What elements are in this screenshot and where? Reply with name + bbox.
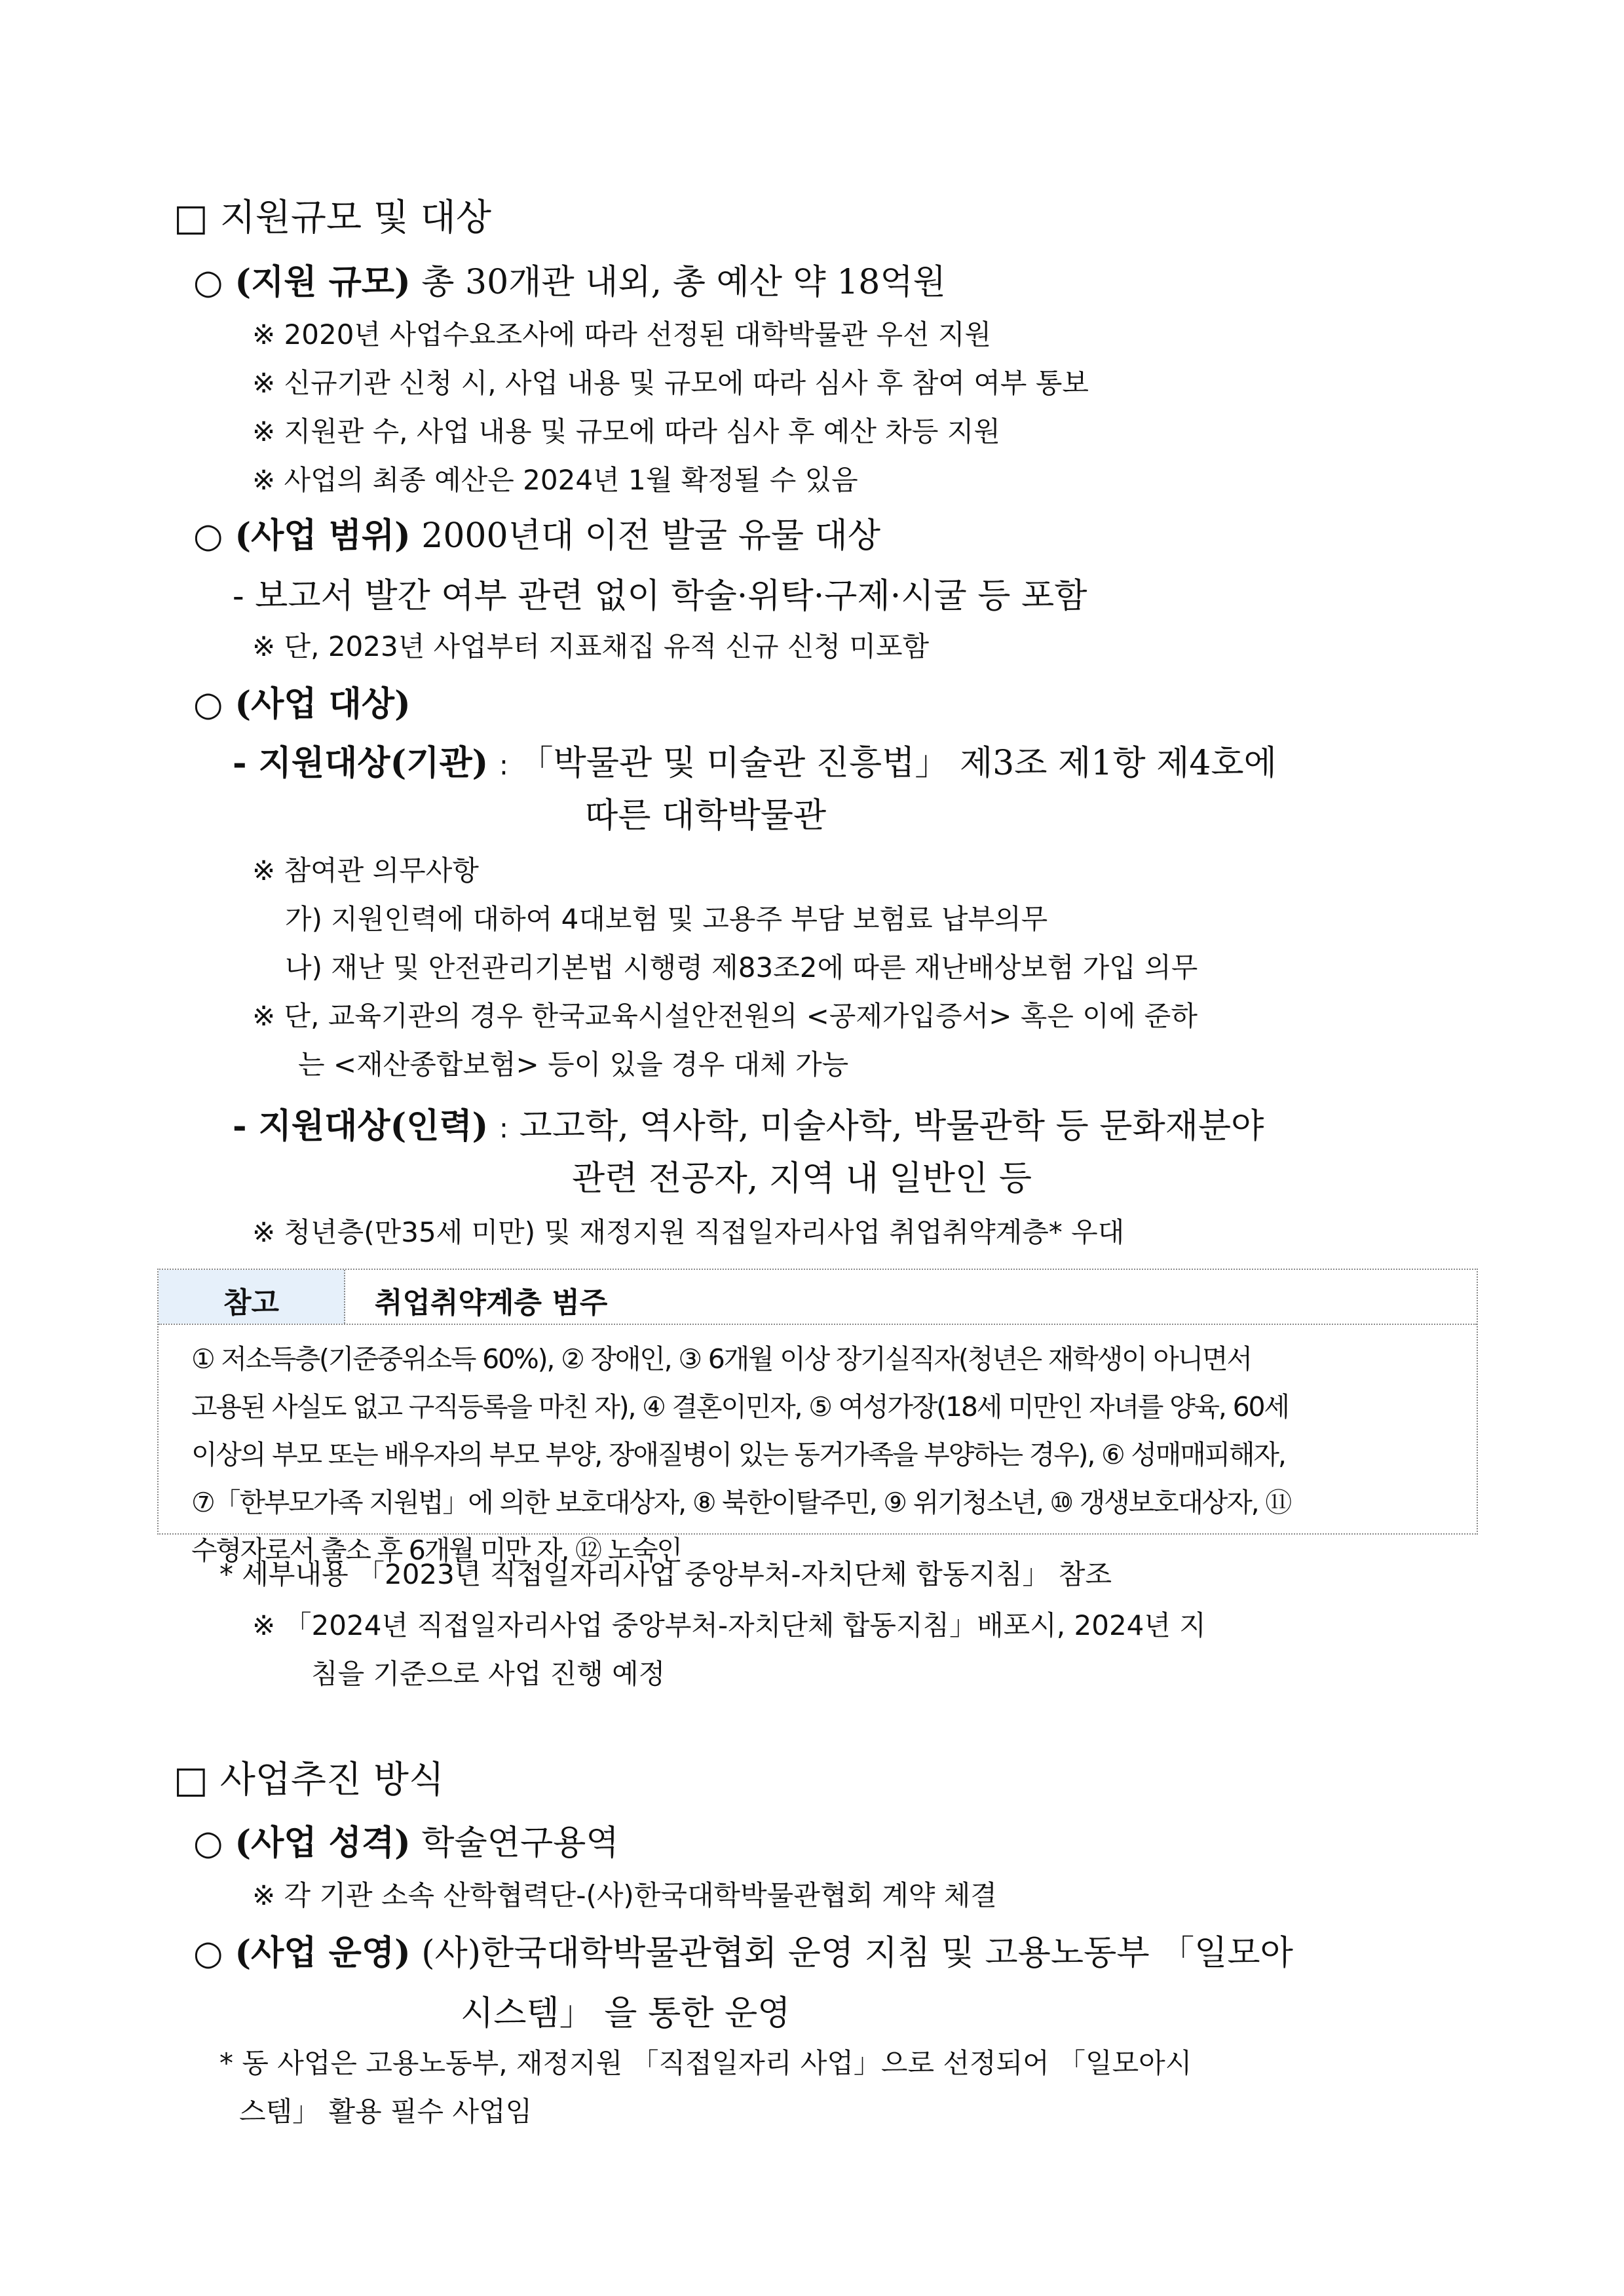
item-label: ○ (사업 범위) xyxy=(193,516,411,556)
item-text: 학술연구용역 xyxy=(421,1824,619,1863)
reference-title: 취업취약계층 범주 xyxy=(375,1286,608,1320)
duty-item-b: 나) 재난 및 안전관리기본법 시행령 제83조2에 따른 재난배상보험 가입 의무 xyxy=(285,951,1198,984)
section-heading-support-scale: □ 지원규모 및 대상 xyxy=(174,197,491,239)
target-staff-text: 고고학, 역사학, 미술사학, 박물관학 등 문화재분야 xyxy=(519,1107,1264,1146)
footnote-2-cont: 침을 기준으로 사업 진행 예정 xyxy=(311,1658,666,1690)
item-support-scale xyxy=(193,254,946,303)
reference-box-header xyxy=(159,1270,1477,1325)
duty-item-a: 가) 지원인력에 대하여 4대보험 및 고용주 부담 보험료 납부의무 xyxy=(285,903,1048,935)
duty-title: ※ 참여관 의무사항 xyxy=(252,854,479,887)
item-text-cont: 시스템」 을 통한 운영 xyxy=(461,1994,791,2033)
target-org-label: - 지원대상(기관) xyxy=(233,743,489,783)
target-staff-line xyxy=(233,1098,1264,1147)
item-text: (사)한국대학박물관협회 운영 지침 및 고용노동부 「일모아 xyxy=(421,1934,1293,1973)
duty-note: ※ 단, 교육기관의 경우 한국교육시설안전원의 <공제가입증서> 혹은 이에 준하 xyxy=(252,1000,1198,1032)
item-business-nature xyxy=(193,1815,619,1864)
staff-note: ※ 청년층(만35세 미만) 및 재정지원 직접일자리사업 취업취약계층* 우대 xyxy=(252,1216,1125,1248)
reference-tag xyxy=(159,1270,345,1324)
item-label: ○ (지원 규모) xyxy=(193,262,411,302)
item-business-operation xyxy=(193,1925,1293,1974)
reference-line: 이상의 부모 또는 배우자의 부모 부양, 장애질병이 있는 동거가족을 부양하는 경우), ⑥ 성매매피해자, xyxy=(191,1439,1285,1470)
footnote: * 세부내용 「2023년 직접일자리사업 중앙부처-자치단체 합동지침」 참조 xyxy=(219,1558,1112,1590)
operation-note-cont: 스템」 활용 필수 사업임 xyxy=(239,2095,533,2128)
note-line: ※ 단, 2023년 사업부터 지표채집 유적 신규 신청 미포함 xyxy=(252,630,930,662)
item-label: ○ (사업 성격) xyxy=(193,1823,411,1863)
reference-tag-label: 참고 xyxy=(223,1286,279,1320)
target-org-text-cont: 따른 대학박물관 xyxy=(585,796,827,835)
footnote-2: ※ 「2024년 직접일자리사업 중앙부처-자치단체 합동지침」배포시, 2024년 지 xyxy=(252,1609,1206,1641)
note-line: ※ 신규기관 신청 시, 사업 내용 및 규모에 따라 심사 후 참여 여부 통보 xyxy=(252,367,1089,399)
reference-line: ① 저소득층(기준중위소득 60%), ② 장애인, ③ 6개월 이상 장기실직자(청년은 재학생이 아니면서 xyxy=(191,1343,1251,1375)
operation-note: * 동 사업은 고용노동부, 재정지원 「직접일자리 사업」으로 선정되어 「일모아시 xyxy=(219,2047,1192,2079)
section-heading-business-method: □ 사업추진 방식 xyxy=(174,1759,445,1801)
reference-body xyxy=(191,1335,1452,1575)
item-label: ○ (사업 운영) xyxy=(193,1933,411,1973)
item-business-target xyxy=(193,676,411,725)
dash-line: - 보고서 발간 여부 관련 없이 학술·위탁·구제·시굴 등 포함 xyxy=(233,577,1087,616)
separator: : xyxy=(499,1112,508,1144)
item-text: 총 30개관 내외, 총 예산 약 18억원 xyxy=(421,263,946,302)
note-line: ※ 지원관 수, 사업 내용 및 규모에 따라 심사 후 예산 차등 지원 xyxy=(252,415,1000,448)
target-org-line xyxy=(233,735,1277,784)
duty-note-cont: 는 <재산종합보험> 등이 있을 경우 대체 가능 xyxy=(298,1048,849,1081)
reference-line: ⑦「한부모가족 지원법」에 의한 보호대상자, ⑧ 북한이탈주민, ⑨ 위기청소년, ⑩ 갱생보호대상자, ⑪ xyxy=(191,1487,1291,1518)
reference-box xyxy=(157,1269,1478,1566)
target-staff-label: - 지원대상(인력) xyxy=(233,1106,489,1146)
note-line: ※ 각 기관 소속 산학협력단-(사)한국대학박물관협회 계약 체결 xyxy=(252,1879,997,1911)
target-org-text: 「박물관 및 미술관 진흥법」 제3조 제1항 제4호에 xyxy=(519,744,1277,783)
item-label: ○ (사업 대상) xyxy=(193,684,411,724)
item-text: 2000년대 이전 발굴 유물 대상 xyxy=(421,516,881,556)
reference-line: 수형자로서 출소 후 6개월 미만 자, ⑫ 노숙인 xyxy=(191,1535,681,1566)
note-line: ※ 2020년 사업수요조사에 따라 선정된 대학박물관 우선 지원 xyxy=(252,318,992,351)
separator: : xyxy=(499,749,508,781)
item-business-range xyxy=(193,508,880,557)
target-staff-text-cont: 관련 전공자, 지역 내 일반인 등 xyxy=(572,1159,1032,1198)
reference-line: 고용된 사실도 없고 구직등록을 마친 자), ④ 결혼이민자, ⑤ 여성가장(18세 미만인 자녀를 양육, 60세 xyxy=(191,1391,1289,1423)
note-line: ※ 사업의 최종 예산은 2024년 1월 확정될 수 있음 xyxy=(252,464,858,496)
